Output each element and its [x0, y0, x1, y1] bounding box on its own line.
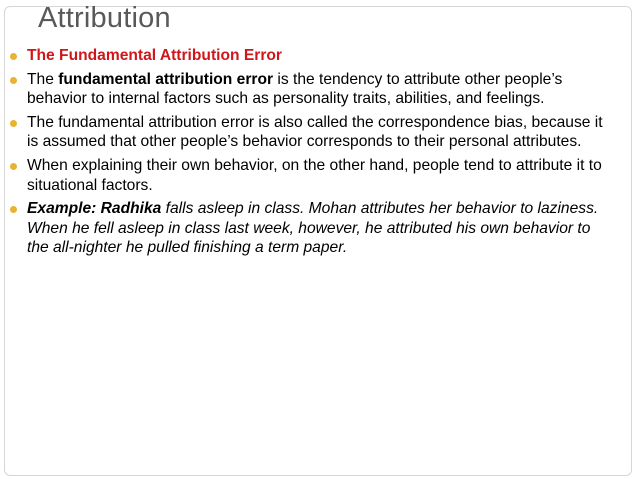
bullet-example [9, 199, 609, 258]
bullet-dot-icon [10, 163, 17, 170]
bullet-own-behavior [9, 156, 609, 195]
bullet-text: When explaining their own behavior, on the other hand, people tend to attribute it to situational factors. [27, 156, 602, 194]
bullet-definition [9, 70, 609, 109]
bullet-correspondence-bias [9, 113, 609, 152]
slide-title: Attribution [38, 2, 171, 34]
bullet-dot-icon [10, 77, 17, 84]
text-segment: The [27, 70, 59, 88]
key-term: fundamental attribution error [58, 70, 274, 88]
example-text: falls asleep in class. Mohan attributes her behavior to laziness. When he fell asleep in class last week, however, he attributed his own behavior to the all-nighter he pulled finishing a term paper. [27, 200, 599, 257]
bullet-dot-icon [10, 206, 17, 213]
bullet-heading [9, 46, 609, 66]
bullet-list [9, 46, 609, 262]
bullet-dot-icon [10, 53, 17, 60]
example-label: Example: Radhika [27, 200, 162, 218]
section-heading: The Fundamental Attribution Error [27, 47, 282, 64]
bullet-text: The fundamental attribution error is also called the correspondence bias, because it is assumed that other people’s behavior corresponds to their personal attributes. [27, 113, 603, 151]
bullet-dot-icon [10, 120, 17, 127]
text-segment: is the tendency to attribute other people’s behavior to internal factors such as personality traits, abilities, and feelings. [27, 70, 563, 108]
